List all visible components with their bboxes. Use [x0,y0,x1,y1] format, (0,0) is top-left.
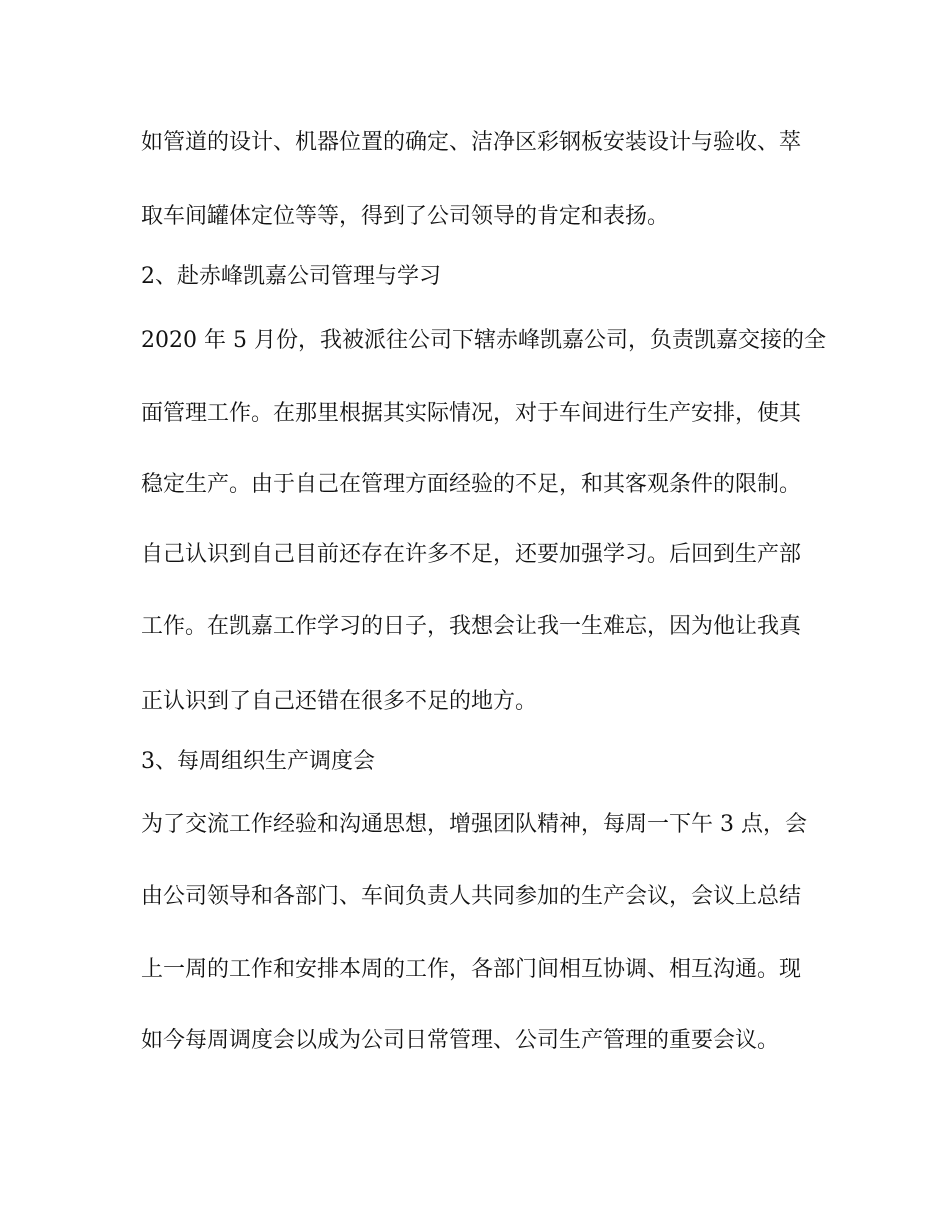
paragraph-line: 如今每周调度会以成为公司日常管理、公司生产管理的重要会议。 [141,1028,780,1053]
paragraph-line: 工作。在凯嘉工作学习的日子，我想会让我一生难忘，因为他让我真 [141,614,802,639]
paragraph-line: 取车间罐体定位等等，得到了公司领导的肯定和表扬。 [141,204,670,229]
paragraph-line: 正认识到了自己还错在很多不足的地方。 [141,689,538,714]
paragraph-line: 2020 年 5 月份，我被派往公司下辖赤峰凯嘉公司，负责凯嘉交接的全 [141,328,826,353]
paragraph-line: 面管理工作。在那里根据其实际情况，对于车间进行生产安排，使其 [141,401,802,426]
section-heading: 2、赴赤峰凯嘉公司管理与学习 [141,264,441,289]
paragraph-line: 稳定生产。由于自己在管理方面经验的不足，和其客观条件的限制。 [141,472,802,497]
paragraph-line: 为了交流工作经验和沟通思想，增强团队精神，每周一下午 3 点，会 [141,812,807,837]
paragraph-line: 如管道的设计、机器位置的确定、洁净区彩钢板安装设计与验收、萃 [141,130,802,155]
paragraph-line: 自己认识到自己目前还存在许多不足，还要加强学习。后回到生产部 [141,542,802,567]
paragraph-line: 由公司领导和各部门、车间负责人共同参加的生产会议，会议上总结 [141,884,802,909]
section-heading: 3、每周组织生产调度会 [141,749,375,774]
paragraph-line: 上一周的工作和安排本周的工作，各部门间相互协调、相互沟通。现 [141,957,802,982]
